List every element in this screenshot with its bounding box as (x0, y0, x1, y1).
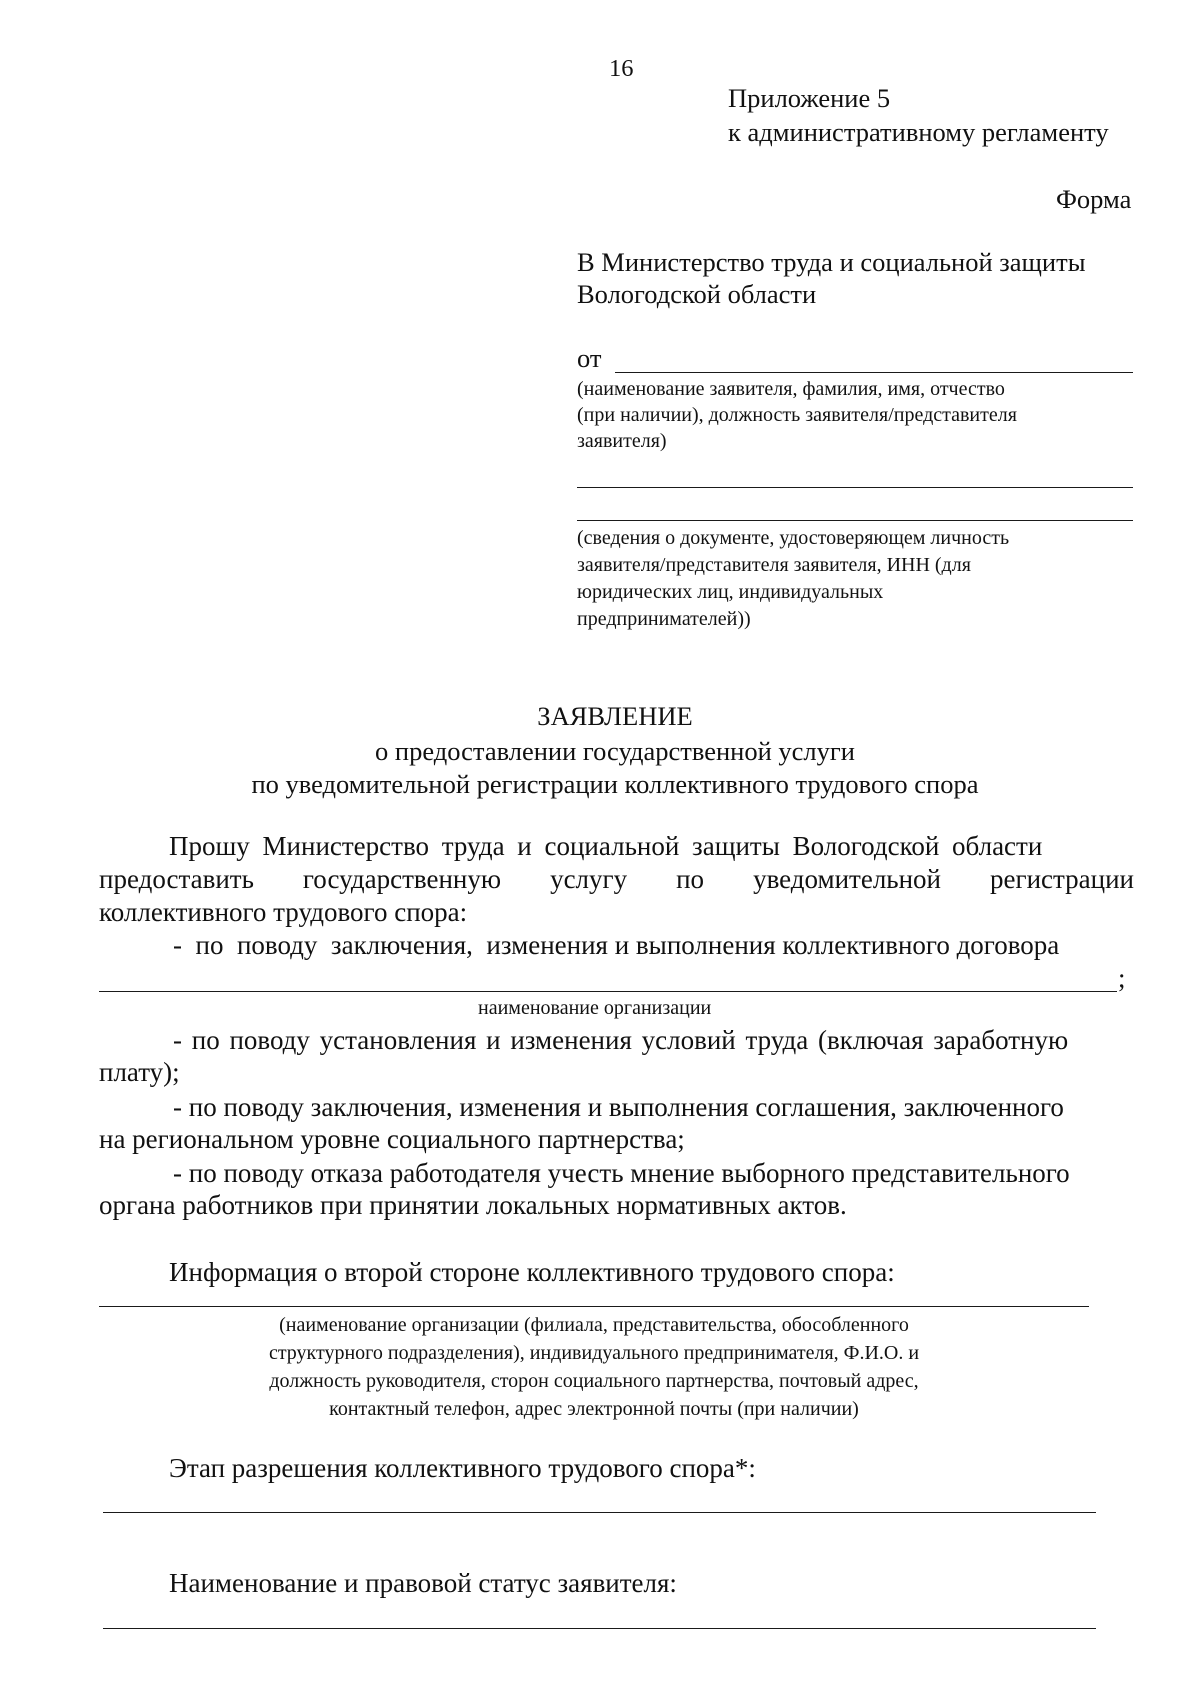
applicant-hint-3: заявителя) (577, 430, 667, 452)
request-line-3: коллективного трудового спора: (99, 897, 468, 927)
applicant-hint-1: (наименование заявителя, фамилия, имя, отчество (577, 378, 1005, 400)
identity-line-1 (577, 487, 1133, 488)
identity-hint-3: юридических лиц, индивидуальных (577, 581, 884, 603)
organization-name-line (99, 991, 1117, 992)
dispute-stage-line (103, 1512, 1096, 1513)
addressee-line1: В Министерство труда и социальной защиты (577, 247, 1086, 277)
request-word-3: услугу (550, 864, 628, 894)
request-line-2 (99, 863, 1134, 896)
appendix-label: Приложение 5 (728, 83, 891, 113)
request-word-6: регистрации (990, 864, 1134, 894)
identity-line-2 (577, 520, 1133, 521)
item-employer-refusal-line1: - по поводу отказа работодателя учесть мнение выборного представительного (173, 1158, 1070, 1188)
second-party-hint-4: контактный телефон, адрес электронной почты (при наличии) (329, 1398, 859, 1420)
request-word-1: предоставить (99, 864, 254, 894)
organization-name-hint: наименование организации (478, 997, 712, 1019)
second-party-hint-2: структурного подразделения), индивидуального предпринимателя, Ф.И.О. и (268, 1342, 920, 1364)
item-agreement-line2: на региональном уровне социального партнерства; (99, 1124, 685, 1154)
applicant-status-line (103, 1628, 1096, 1629)
from-label: от (577, 343, 602, 373)
item-agreement-line1: - по поводу заключения, изменения и выполнения соглашения, заключенного (173, 1092, 1064, 1122)
document-title: ЗАЯВЛЕНИЕ (537, 701, 693, 731)
identity-hint-1: (сведения о документе, удостоверяющем личность (577, 527, 1010, 549)
request-word-5: уведомительной (753, 864, 942, 894)
item-labor-conditions-line1: - по поводу установления и изменения условий труда (включая заработную (173, 1025, 1069, 1055)
item-collective-agreement: - по поводу заключения, изменения и выполнения коллективного договора (173, 930, 1060, 960)
second-party-hint-3: должность руководителя, сторон социального партнерства, почтовый адрес, (269, 1370, 919, 1392)
dispute-stage-label: Этап разрешения коллективного трудового спора*: (169, 1453, 756, 1483)
document-subtitle-1: о предоставлении государственной услуги (375, 736, 855, 766)
request-word-2: государственную (302, 864, 502, 894)
identity-hint-4: предпринимателей)) (577, 608, 751, 630)
regulation-label: к административному регламенту (728, 117, 1109, 147)
request-line-1 (169, 830, 1134, 863)
page-number: 16 (609, 55, 634, 82)
second-party-line (99, 1306, 1089, 1307)
form-label: Форма (1056, 184, 1132, 214)
document-subtitle-2: по уведомительной регистрации коллективного трудового спора (251, 769, 979, 799)
identity-hint-2: заявителя/представителя заявителя, ИНН (для (577, 554, 971, 576)
applicant-name-line (615, 372, 1133, 373)
request-line-1-text: Прошу Министерство труда и социальной защиты Вологодской области (169, 831, 1043, 861)
second-party-label: Информация о второй стороне коллективного трудового спора: (169, 1257, 895, 1287)
item-labor-conditions-line2: плату); (99, 1057, 180, 1087)
addressee-line2: Вологодской области (577, 279, 817, 309)
item-1-semicolon: ; (1118, 963, 1126, 993)
item-employer-refusal-line2: органа работников при принятии локальных нормативных актов. (99, 1190, 847, 1220)
request-word-4: по (676, 864, 705, 894)
applicant-status-label: Наименование и правовой статус заявителя: (169, 1568, 677, 1598)
second-party-hint-1: (наименование организации (филиала, представительства, обособленного (279, 1314, 909, 1336)
applicant-hint-2: (при наличии), должность заявителя/представителя (577, 404, 1017, 426)
